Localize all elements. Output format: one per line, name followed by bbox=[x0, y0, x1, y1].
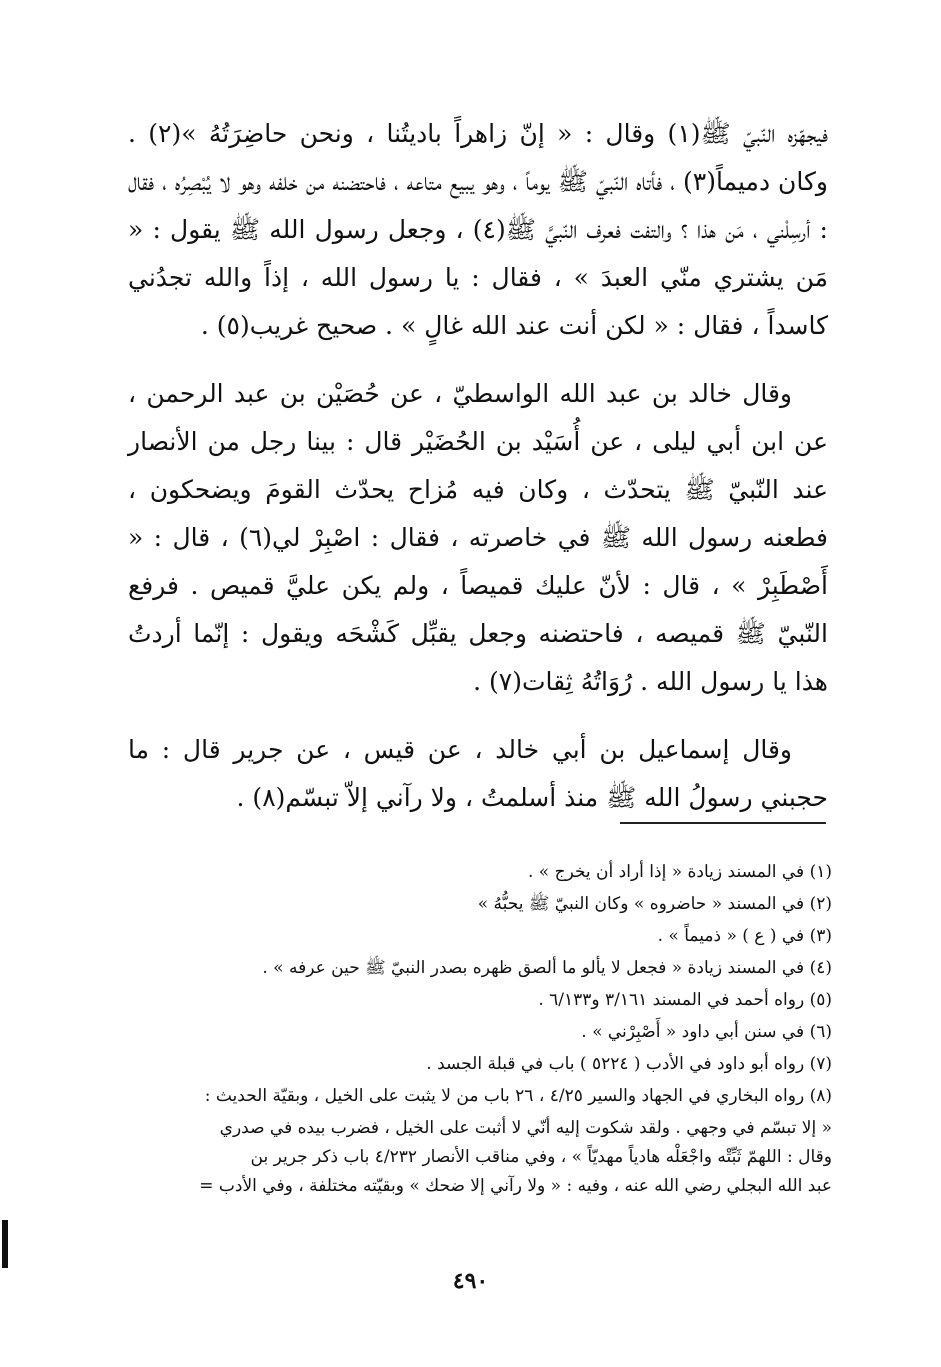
footnote-2: (٢) في المسند « حاضروه » وكان النبيّ ﷺ يحبُّهُ » bbox=[477, 894, 832, 914]
footnote-8-continuation-line-3: عبد الله البجلي رضي الله عنه ، وفيه : « ولا رآني إلا ضحك » وبقيّته مختلفة ، وفي الأدب = bbox=[199, 1176, 832, 1196]
paragraph-3: وقال إسماعيل بن أبي خالد ، عن قيس ، عن جرير قال : ما حجبني رسولُ الله ﷺ منذ أسلمتُ ، ولا رآني إلاّ تبسّم(٨) . bbox=[128, 735, 828, 812]
footnote-7: (٧) رواه أبو داود في الأدب ( ٥٢٢٤ ) باب في قبلة الجسد . bbox=[426, 1054, 832, 1074]
footnote-8: (٨) رواه البخاري في الجهاد والسير ٤/٢٥ ، ٢٦ باب من لا يثبت على الخيل ، وبقيّة الحديث : bbox=[204, 1086, 832, 1106]
paragraph-1: فيجهّزه النّبيّ ﷺ(١) وقال : « إنّ زاهراً باديتُنا ، ونحن حاضِرَتُهُ »(٢) . وكان دميماً(٣) ، فأتاه النّبيّ ﷺ يوماً ، وهو يبيع متاعه ، فاحتضنه من خلفه وهو لا يُبْصِرُه ، فقال : أرسِلْني ، مَن هذا ؟ والتفت فعرف النّبيَّ ﷺ(٤) ، وجعل رسول الله ﷺ يقول : « مَن يشتري منّي العبدَ » ، فقال : يا رسول الله ، إذاً والله تجدُني كاسداً ، فقال : « لكن أنت عند الله غالٍ » . صحيح غريب(٥) . bbox=[128, 119, 828, 340]
paragraph-2: وقال خالد بن عبد الله الواسطيّ ، عن حُصَيْن بن عبد الرحمن ، عن ابن أبي ليلى ، عن أُسَيْد بن الحُضَيْر قال : بينا رجل من الأنصار عند النّبيّ ﷺ يتحدّث ، وكان فيه مُزاح يحدّث القومَ ويضحكون ، فطعنه رسول الله ﷺ في خاصرته ، فقال : اصْبِرْ لي(٦) ، قال : « أَصْطَبِرْ » ، قال : لأنّ عليك قميصاً ، ولم يكن عليَّ قميص . فرفع النّبيّ ﷺ قميصه ، فاحتضنه وجعل يقبِّل كَشْحَه ويقول : إنّما أردتُ هذا يا رسول الله . رُوَاتُهُ ثِقات(٧) . bbox=[128, 379, 828, 696]
footnotes-section bbox=[120, 858, 832, 1201]
main-text bbox=[128, 110, 828, 842]
footnote-4: (٤) في المسند زيادة « فجعل لا يألو ما ألصق ظهره بصدر النبيّ ﷺ حين عرفه » . bbox=[262, 958, 832, 978]
footnote-divider bbox=[620, 822, 826, 824]
footnote-1: (١) في المسند زيادة « إذا أراد أن يخرج » . bbox=[527, 862, 832, 882]
scan-edge-mark bbox=[2, 1220, 8, 1268]
footnote-6: (٦) في سنن أبي داود « أَصْبِرْني » . bbox=[581, 1022, 832, 1042]
footnote-5: (٥) رواه أحمد في المسند ٣/١٦١ و٦/١٣٣ . bbox=[538, 990, 832, 1010]
footnote-8-continuation-line-2: وقال : اللهمّ ثَبِّتْه واجْعَلْه هادياً مهديّاً » ، وفي مناقب الأنصار ٤/٢٣٢ باب ذكر جرير بن bbox=[250, 1147, 832, 1167]
footnote-3: (٣) في ( ع ) « ذميماً » . bbox=[657, 926, 832, 946]
footnote-8-continuation-line-1: « إلا تبسّم في وجهي . ولقد شكوت إليه أنّي لا أثبت على الخيل ، فضرب بيده في صدري bbox=[219, 1118, 832, 1138]
page-number: ٤٩٠ bbox=[452, 1268, 489, 1294]
